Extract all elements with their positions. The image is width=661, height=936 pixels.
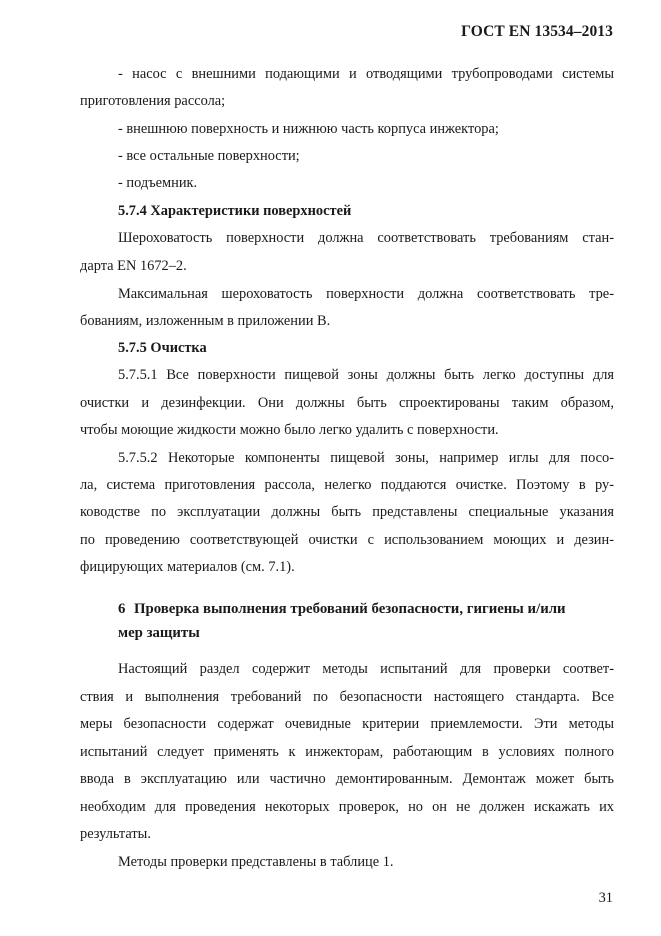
text-line: - все остальные поверхности; [118, 148, 300, 164]
section-6-title-part-1: Проверка выполнения требований безопасности, гигиены и/или [134, 601, 566, 617]
text-line: ввода в эксплуатацию или частично демонтированным. Демонтаж может быть [80, 771, 614, 787]
text-line: чтобы моющие жидкости можно было легко удалить с поверхности. [80, 422, 499, 438]
text-line: Максимальная шероховатость поверхности должна соответствовать тре- [118, 286, 614, 302]
text-line: приготовления рассола; [80, 93, 226, 109]
text-line: - внешнюю поверхность и нижнюю часть корпуса инжектора; [118, 121, 499, 137]
text-line: ла, система приготовления рассола, нелегко поддаются очистке. Поэтому в ру- [80, 477, 614, 493]
text-line: результаты. [80, 826, 151, 842]
text-line: - насос с внешними подающими и отводящими трубопроводами системы [118, 66, 614, 82]
text-line: - подъемник. [118, 175, 198, 191]
text-line: 5.7.5.1 Все поверхности пищевой зоны должны быть легко доступны для [118, 367, 614, 383]
text-line: дарта EN 1672–2. [80, 258, 187, 274]
section-6-number: 6 [118, 601, 126, 617]
text-line: по проведению соответствующей очистки с использованием моющих и дезин- [80, 532, 614, 548]
section-6-heading-line-2: мер защиты [118, 625, 200, 641]
text-line: испытаний следует применять к инжекторам, работающим в условиях полного [80, 744, 614, 760]
text-line: ствия и выполнения требований по безопасности настоящего стандарта. Все [80, 689, 614, 705]
text-line: необходим для проведения некоторых проверок, но он не должен искажать их [80, 799, 614, 815]
text-line: очистки и дезинфекции. Они должны быть спроектированы таким образом, [80, 395, 614, 411]
text-line: 5.7.5.2 Некоторые компоненты пищевой зоны, например иглы для посо- [118, 450, 614, 466]
text-line: 5.7.4 Характеристики поверхностей [118, 203, 352, 219]
text-line: фицирующих материалов (см. 7.1). [80, 559, 295, 575]
page-number: 31 [598, 890, 613, 906]
text-line: Методы проверки представлены в таблице 1. [118, 854, 394, 870]
document-header-title: ГОСТ EN 13534–2013 [461, 23, 613, 40]
text-line: меры безопасности содержат очевидные критерии приемлемости. Эти методы [80, 716, 614, 732]
text-line: 5.7.5 Очистка [118, 340, 207, 356]
text-line: Настоящий раздел содержит методы испытаний для проверки соответ- [118, 661, 614, 677]
text-line: Шероховатость поверхности должна соответствовать требованиям стан- [118, 230, 614, 246]
text-line: ководстве по эксплуатации должны быть представлены специальные указания [80, 504, 614, 520]
text-line: бованиям, изложенным в приложении В. [80, 313, 331, 329]
section-6-heading-line-1 [118, 600, 566, 618]
